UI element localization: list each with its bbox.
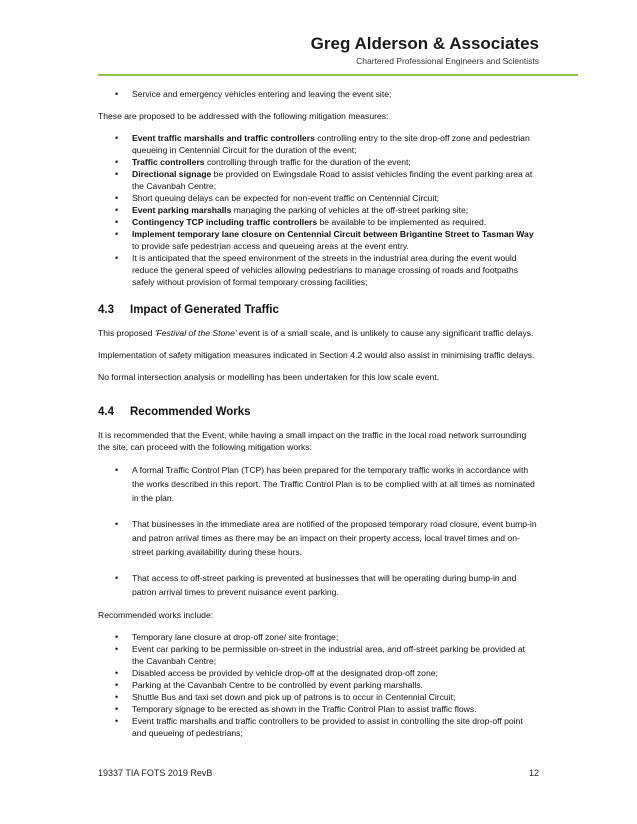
item-text: controlling entry to the site drop-off zone and pedestrian queueing in Centennial Circuit for the duration of the event; [132,133,530,155]
company-name: Greg Alderson & Associates [310,34,539,53]
bold-term: Directional signage [132,169,212,179]
list-item [98,192,538,204]
mitigation-bullet-list [98,132,538,288]
company-subtitle: Chartered Professional Engineers and Scientists [356,56,539,66]
list-item [98,132,538,156]
list-item: • Event traffic marshalls and traffic controllers to be provided to assist in controlling the site drop-off point and queueing of pedestrians; [98,715,538,739]
item-text: be provided on Ewingsdale Road to assist vehicles finding the event parking area at the Cavanbah Centre; [132,169,533,191]
list-item [98,216,538,228]
list-item: • Temporary signage to be erected as shown in the Traffic Control Plan to assist traffic flows. [98,703,538,715]
list-item: • Shuttle Bus and taxi set down and pick up of patrons is to occur in Centennial Circuit; [98,691,538,703]
section-number: 4.3 [98,304,114,316]
list-item: • Event car parking to be permissible on-street in the industrial area, and off-street parking be provided at the Cavanbah Centre; [98,643,538,667]
header-divider [98,74,578,76]
mitigation-intro: These are proposed to be addressed with the following mitigation measures: [98,111,389,121]
bold-term: Contingency TCP including traffic controllers [132,217,318,227]
recommendation-list [98,463,538,599]
list-item [98,156,538,168]
event-name: 'Festival of the Stone' [154,328,237,338]
section-paragraph: No formal intersection analysis or modelling has been undertaken for this low scale event. [98,372,440,382]
list-item: • Parking at the Cavanbah Centre to be controlled by event parking marshalls. [98,679,538,691]
item-text: It is anticipated that the speed environment of the streets in the industrial area during the event would reduce the general speed of vehicles allowing pedestrians to manage crossing of roads and footpaths safely without provision of formal temporary crossing facilities; [132,253,519,287]
list-item [98,252,538,288]
bold-term: Event parking marshalls [132,205,232,215]
list-item [98,228,538,252]
list-item: • A formal Traffic Control Plan (TCP) has been prepared for the temporary traffic works in accordance with the works described in this report. The Traffic Control Plan is to be complied with at all times as nominated in the plan. [98,463,538,505]
bold-term: Implement temporary lane closure on Centennial Circuit between Brigantine Street to Tasman Way [132,229,534,239]
section-paragraph: It is recommended that the Event, while having a small impact on the traffic in the local road network surrounding the site, can proceed with the following mitigation works: [98,430,527,452]
section-heading-4-3 [98,303,538,317]
item-text: be available to be implemented as required. [317,217,487,227]
section-heading-4-4 [98,405,538,419]
section-number: 4.4 [98,406,114,418]
section-paragraph: This proposed 'Festival of the Stone' event is of a small scale, and is unlikely to cause any significant traffic delays. [98,328,534,338]
page-number: 12 [528,768,539,778]
list-item: • Service and emergency vehicles entering and leaving the event site; [98,88,538,100]
list-item: • That businesses in the immediate area are notified of the proposed temporary road closure, event bump-in and patron arrival times as there may be an impact on their property access, local travel times and on-street parking availability during these hours. [98,517,538,559]
item-text: to provide safe pedestrian access and queueing areas at the event entry. [132,241,409,251]
list-item: • Temporary lane closure at drop-off zone/ site frontage; [98,631,538,643]
intro-bullet-list [98,88,538,100]
works-intro: Recommended works include: [98,610,214,620]
section-title: Impact of Generated Traffic [130,304,279,316]
section-paragraph: Implementation of safety mitigation measures indicated in Section 4.2 would also assist in minimising traffic delays. [98,350,535,360]
item-text: controlling through traffic for the duration of the event; [204,157,411,167]
section-title: Recommended Works [130,406,251,418]
item-text: managing the parking of vehicles at the off-street parking site; [231,205,469,215]
works-list [98,631,538,739]
item-text: Short queuing delays can be expected for non-event traffic on Centennial Circuit; [132,193,440,203]
bold-term: Traffic controllers [132,157,205,167]
list-item [98,204,538,216]
list-item [98,168,538,192]
document-reference: 19337 TIA FOTS 2019 RevB [98,768,213,778]
bold-term: Event traffic marshalls and traffic controllers [132,133,315,143]
list-item: • Disabled access be provided by vehicle drop-off at the designated drop-off zone; [98,667,538,679]
document-body [98,88,538,739]
list-item: • That access to off-street parking is prevented at businesses that will be operating during bump-in and patron arrival times to prevent nuisance event parking. [98,571,538,599]
